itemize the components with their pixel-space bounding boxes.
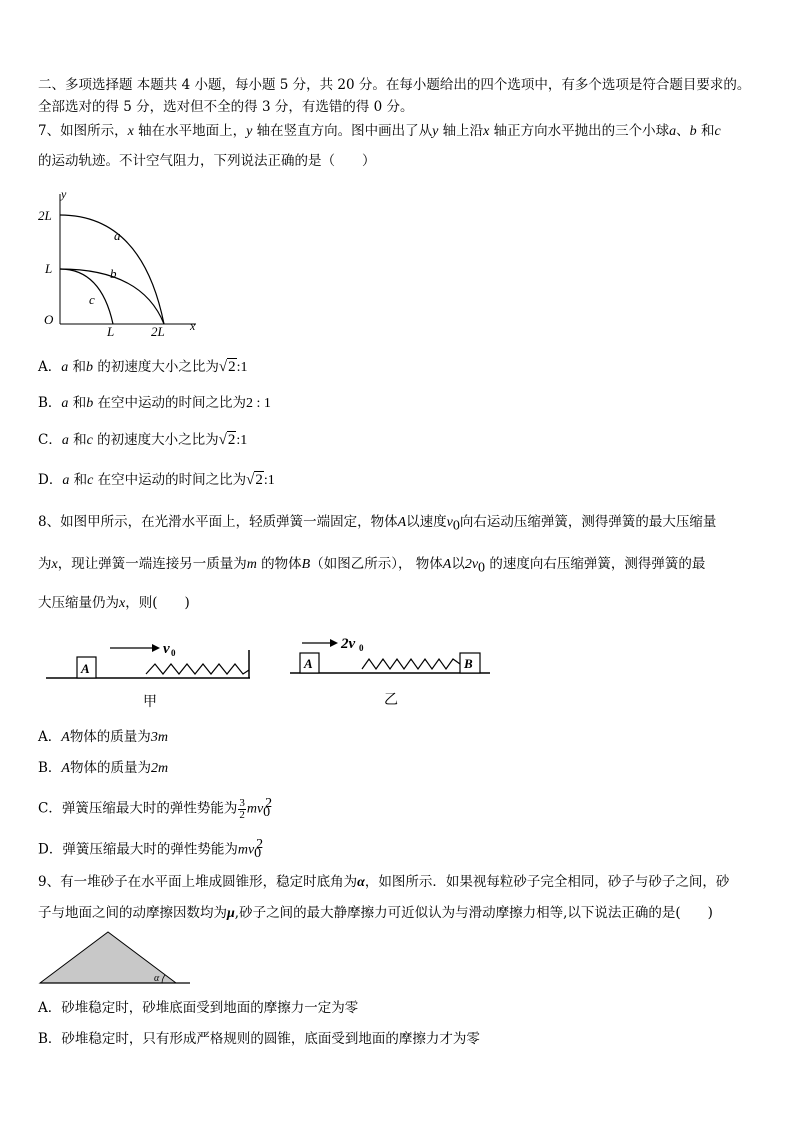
q8-option-b[interactable]: [38, 759, 168, 778]
q7-option-c[interactable]: [38, 431, 247, 450]
option-text: 的初速度大小之比为: [93, 359, 219, 375]
text: 和: [68, 359, 87, 375]
ratio-tail: :1: [236, 360, 248, 375]
q7-option-b[interactable]: [38, 394, 271, 413]
caption-jia: 甲: [143, 695, 157, 710]
text: （如图乙所示）， 物体: [310, 556, 443, 572]
q7-number: 7、如图所示，: [38, 123, 128, 139]
radicand: 2: [227, 432, 236, 448]
var-A: A: [397, 515, 407, 530]
superscript: 2: [265, 796, 273, 811]
q8-stem-line2: [38, 555, 705, 578]
q8-option-a[interactable]: [38, 728, 168, 747]
q9-sand-cone-figure: [40, 928, 192, 986]
option-text: 弹簧压缩最大时的弹性势能为: [61, 800, 238, 817]
expression: mv: [246, 801, 264, 817]
subscript: 0: [478, 560, 486, 576]
option-text: 在空中运动的时间之比为: [93, 395, 247, 411]
arrow-head: [330, 639, 338, 647]
sqrt-expression: √2: [218, 359, 236, 375]
text: 大压缩量仍为: [38, 595, 119, 611]
option-letter: D．: [38, 841, 63, 858]
label-b: b: [110, 266, 117, 281]
sqrt-expression: √2: [246, 472, 263, 488]
q8-figure-right: [290, 636, 500, 711]
superscript: 2: [256, 837, 264, 852]
text: 8、如图甲所示，在光滑水平面上，轻质弹簧一端固定，物体: [38, 514, 398, 530]
denominator: 2: [239, 808, 245, 821]
option-letter: C．: [38, 800, 62, 817]
ratio-tail: :1: [263, 473, 275, 488]
var-y: y: [246, 124, 253, 139]
var-x: x: [483, 124, 490, 139]
text: 轴上沿: [438, 123, 484, 139]
text: ，现让弹簧一端连接另一质量为: [57, 556, 247, 572]
q9-option-a[interactable]: A．砂堆稳定时，砂堆底面受到地面的摩擦力一定为零: [38, 1000, 359, 1016]
q8-stem-line3: [38, 594, 190, 613]
q9-stem-line1: [38, 873, 729, 892]
text: 的速度向右压缩弹簧，测得弹簧的最: [485, 556, 706, 572]
value: 2m: [150, 761, 169, 776]
label-c: c: [89, 292, 95, 307]
q8-option-c[interactable]: [38, 795, 272, 822]
spring: [146, 664, 249, 674]
var-A: A: [61, 761, 70, 776]
text: ，如图所示．如果视每粒砂子完全相同，砂子与砂子之间，砂: [364, 874, 730, 890]
q7-stem-line1: [38, 122, 721, 141]
radicand: 2: [228, 359, 236, 375]
section-heading-line2: 全部选对的得 5 分，选对但不全的得 3 分，有选错的得 0 分。: [38, 99, 414, 115]
var-2v: 2v: [464, 557, 479, 572]
origin-label: O: [44, 312, 54, 327]
velocity-subscript: 0: [171, 648, 176, 658]
option-letter: D．: [38, 472, 63, 488]
text: 轴在竖直方向。图中画出了从: [252, 123, 433, 139]
ratio-tail: :1: [236, 433, 248, 448]
value: 3m: [150, 730, 168, 745]
sqrt-expression: √2: [218, 432, 236, 448]
var-x: x: [51, 557, 58, 572]
block-A-label: A: [81, 661, 90, 676]
text: 向右运动压缩弹簧，测得弹簧的最大压缩量: [459, 514, 717, 530]
text: 轴在水平地面上，: [133, 123, 247, 139]
var-a: a: [61, 433, 69, 448]
subscript: 0: [452, 518, 460, 534]
velocity-label: 2v: [341, 636, 356, 652]
arrow-head: [152, 644, 160, 652]
option-text: 物体的质量为: [69, 760, 151, 776]
velocity-subscript: 0: [359, 643, 364, 653]
caption-yi: 乙: [384, 693, 398, 708]
fraction: [238, 798, 246, 821]
var-a: a: [61, 396, 69, 411]
var-c: c: [714, 124, 721, 139]
option-letter: A．: [38, 359, 62, 375]
block-A-label: A: [304, 656, 313, 671]
option-text: 在空中运动的时间之比为: [93, 472, 247, 488]
var-x: x: [119, 596, 126, 611]
x-axis-label: x: [190, 319, 196, 333]
trajectory-c: [60, 269, 113, 324]
text: 、: [676, 123, 690, 139]
text: 为: [38, 556, 52, 572]
q8-stem-line1: [38, 513, 716, 536]
numerator: 3: [239, 796, 245, 809]
y-axis-label: y: [61, 187, 67, 201]
ratio: 2 : 1: [246, 396, 271, 411]
text: 9、有一堆砂子在水平面上堆成圆锥形，稳定时底角为: [38, 874, 358, 890]
spring: [362, 659, 460, 669]
text: 以: [451, 556, 465, 572]
var-c: c: [87, 473, 94, 488]
label-a: a: [114, 228, 121, 243]
block-B-label: B: [464, 656, 473, 671]
q7-option-a[interactable]: [38, 358, 247, 377]
text: ,砂子之间的最大静摩擦力可近似认为与滑动摩擦力相等,以下说法正确的是( ): [234, 905, 713, 921]
var-B: B: [301, 557, 311, 572]
var-a: a: [61, 360, 69, 375]
text: 子与地面之间的动摩擦因数均为: [38, 905, 227, 921]
var-y: y: [432, 124, 439, 139]
q9-option-b[interactable]: B．砂堆稳定时，只有形成严格规则的圆锥，底面受到地面的摩擦力才为零: [38, 1031, 480, 1047]
tick-2L-x: 2L: [151, 324, 165, 339]
var-v: v: [446, 515, 453, 530]
q8-option-d[interactable]: [38, 836, 263, 863]
q8-figure-left: [46, 636, 256, 711]
var-c: c: [86, 433, 93, 448]
option-letter: C．: [38, 432, 62, 448]
var-b: b: [86, 360, 94, 375]
var-A: A: [442, 557, 452, 572]
option-text: 弹簧压缩最大时的弹性势能为: [62, 841, 238, 858]
text: ，则( ): [125, 595, 190, 611]
q7-option-d[interactable]: [38, 471, 275, 490]
var-b: b: [86, 396, 94, 411]
option-letter: A．: [38, 729, 62, 745]
text: 和: [68, 432, 87, 448]
q7-trajectory-figure: [38, 188, 218, 338]
var-m: m: [246, 557, 257, 572]
velocity-label: v: [163, 641, 170, 657]
radicand: 2: [255, 472, 263, 488]
option-text: 的初速度大小之比为: [92, 432, 219, 448]
var-a: a: [669, 124, 677, 139]
text: 和: [69, 472, 88, 488]
var-x: x: [127, 124, 134, 139]
text: 轴正方向水平抛出的三个小球: [489, 123, 670, 139]
subscript: 0: [263, 805, 271, 821]
var-a: a: [62, 473, 70, 488]
expression: mv: [237, 842, 255, 858]
tick-2L-y: 2L: [38, 208, 52, 223]
option-text: 物体的质量为: [69, 729, 151, 745]
var-A: A: [61, 730, 70, 745]
angle-label: α: [154, 973, 160, 984]
q9-stem-line2: [38, 904, 713, 923]
option-letter: B．: [38, 395, 62, 411]
text: 以速度: [406, 514, 447, 530]
option-letter: B．: [38, 760, 62, 776]
var-mu: μ: [227, 906, 235, 921]
tick-L-y: L: [45, 261, 53, 276]
section-heading-line1: 二、多项选择题 本题共 4 小题，每小题 5 分，共 20 分。在每小题给出的四个选项中，有多个选项是符合题目要求的。: [38, 77, 751, 93]
var-b: b: [689, 124, 697, 139]
text: 的物体: [256, 556, 302, 572]
q7-stem-line2: 的运动轨迹。不计空气阻力，下列说法正确的是（ ）: [38, 153, 376, 169]
text: 和: [696, 123, 715, 139]
var-alpha: α: [357, 875, 365, 890]
text: 和: [68, 395, 87, 411]
subscript: 0: [254, 846, 262, 862]
tick-L-x: L: [107, 324, 115, 339]
